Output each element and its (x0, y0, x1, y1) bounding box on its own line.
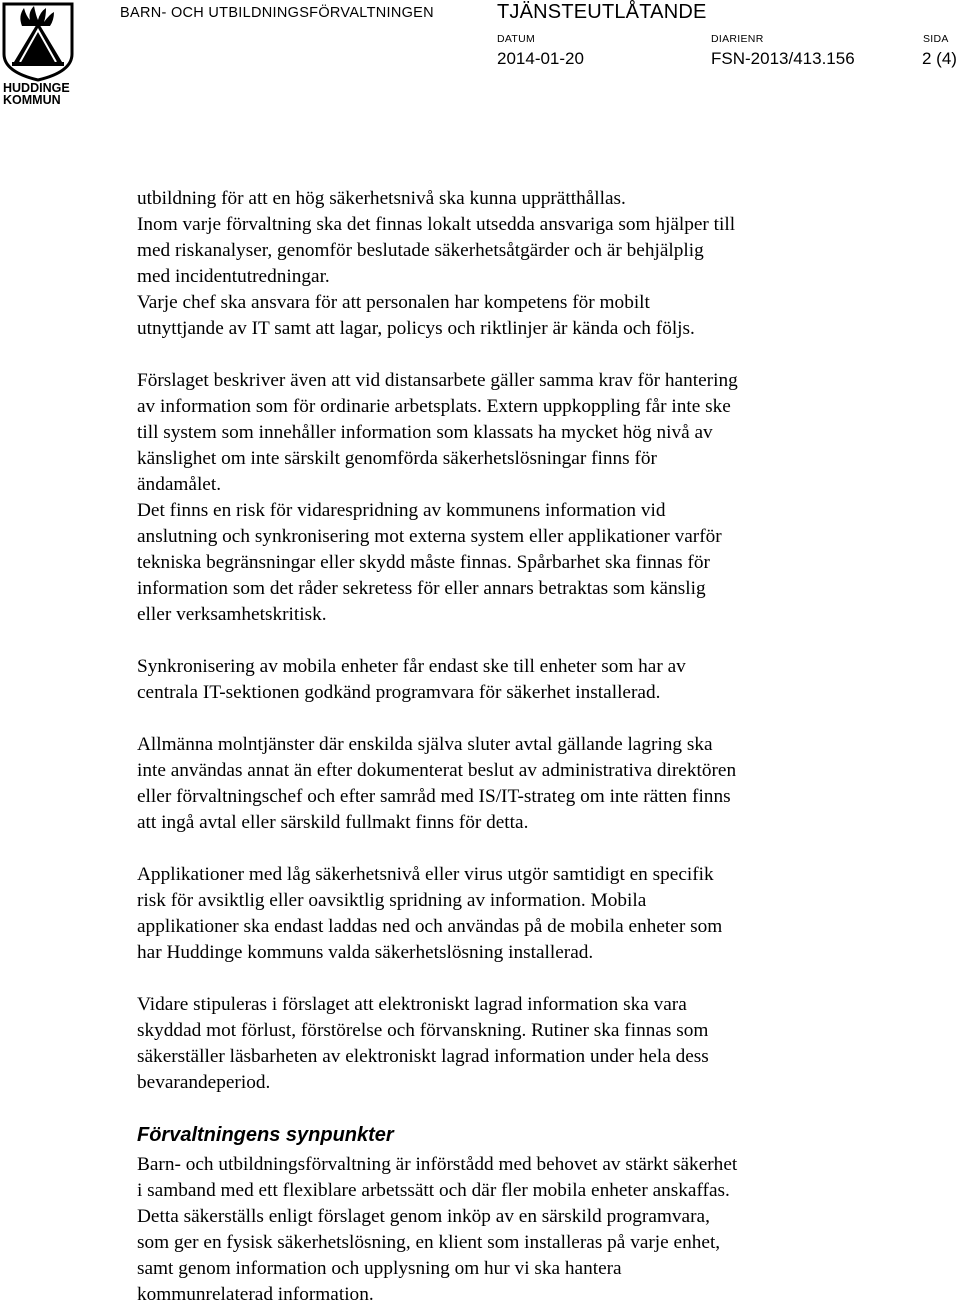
text-line: applikationer ska endast laddas ned och användas på de mobila enheter som (137, 916, 723, 937)
text-line: har Huddinge kommuns valda säkerhetslösning installerad. (137, 942, 594, 963)
text-line: som ger en fysisk säkerhetslösning, en klient som installeras på varje enhet, (137, 1232, 721, 1253)
datum-label: DATUM (497, 33, 536, 45)
logo-text-line: HUDDINGE (3, 81, 70, 95)
text-line: Allmänna molntjänster där enskilda själva sluter avtal gällande lagring ska (137, 734, 713, 755)
text-line: ändamålet. (137, 474, 222, 495)
text-line: utbildning för att en hög säkerhetsnivå ska kunna upprätthållas. (137, 188, 626, 209)
text-line: Det finns en risk för vidarespridning av kommunens information vid (137, 500, 666, 521)
text-line: Barn- och utbildningsförvaltning är införstådd med behovet av stärkt säkerhet (137, 1154, 738, 1175)
datum-value: 2014-01-20 (497, 49, 584, 68)
municipality-logo (0, 2, 76, 110)
section-heading: Förvaltningens synpunkter (137, 1124, 394, 1146)
paragraph (137, 732, 847, 836)
text-line: inte användas annat än efter dokumenterat beslut av administrativa direktören (137, 760, 737, 781)
coat-of-arms-icon (0, 2, 76, 82)
text-line: säkerställer läsbarheten av elektroniskt lagrad information under hela dess (137, 1046, 709, 1067)
text-line: med incidentutredningar. (137, 266, 330, 287)
paragraph (137, 654, 847, 706)
text-line: Förslaget beskriver även att vid distansarbete gäller samma krav för hantering (137, 370, 738, 391)
paragraph (137, 862, 847, 966)
text-line: tekniska begränsningar eller skydd måste finnas. Spårbarhet ska finnas för (137, 552, 710, 573)
text-line: anslutning och synkronisering mot externa system eller applikationer varför (137, 526, 722, 547)
text-line: med riskanalyser, genomför beslutade säkerhetsåtgärder och är behjälplig (137, 240, 704, 261)
text-line: Varje chef ska ansvara för att personalen har kompetens för mobilt (137, 292, 650, 313)
text-line: kommunrelaterad information. (137, 1284, 374, 1305)
text-line: eller verksamhetskritisk. (137, 604, 327, 625)
text-line: samt genom information och upplysning om hur vi ska hantera (137, 1258, 622, 1279)
diarienr-value: FSN-2013/413.156 (711, 49, 855, 68)
text-line: risk för avsiktlig eller oavsiktlig spridning av information. Mobila (137, 890, 647, 911)
text-line: bevarandeperiod. (137, 1072, 271, 1093)
document-body (137, 186, 847, 1308)
text-line: Synkronisering av mobila enheter får endast ske till enheter som har av (137, 656, 686, 677)
document-type: TJÄNSTEUTLÅTANDE (497, 1, 707, 23)
text-line: Applikationer med låg säkerhetsnivå eller virus utgör samtidigt en specifik (137, 864, 714, 885)
text-line: av information som för ordinarie arbetsplats. Extern uppkoppling får inte ske (137, 396, 731, 417)
paragraph (137, 992, 847, 1096)
text-line: Inom varje förvaltning ska det finnas lokalt utsedda ansvariga som hjälper till (137, 214, 736, 235)
sida-value: 2 (4) (922, 49, 957, 68)
department-name: BARN- OCH UTBILDNINGSFÖRVALTNINGEN (120, 5, 434, 21)
text-line: Vidare stipuleras i förslaget att elektroniskt lagrad information ska vara (137, 994, 687, 1015)
sida-label: SIDA (923, 33, 949, 45)
paragraph (137, 186, 847, 342)
logo-text (3, 82, 77, 106)
text-line: skyddad mot förlust, förstörelse och förvanskning. Rutiner ska finnas som (137, 1020, 709, 1041)
diarienr-label: DIARIENR (711, 33, 764, 45)
text-line: till system som innehåller information som klassats ha mycket hög nivå av (137, 422, 713, 443)
paragraph (137, 368, 847, 628)
text-line: utnyttjande av IT samt att lagar, policys och riktlinjer är kända och följs. (137, 318, 695, 339)
text-line: Detta säkerställs enligt förslaget genom inköp av en särskild programvara, (137, 1206, 710, 1227)
text-line: eller förvaltningschef och efter samråd med IS/IT-strateg om inte rätten finns (137, 786, 731, 807)
logo-text-line: KOMMUN (3, 93, 61, 107)
text-line: att ingå avtal eller särskild fullmakt finns för detta. (137, 812, 529, 833)
text-line: information som det råder sekretess för eller annars betraktas som känslig (137, 578, 706, 599)
text-line: känslighet om inte särskilt genomförda säkerhetslösningar finns för (137, 448, 657, 469)
text-line: i samband med ett flexiblare arbetssätt och där fler mobila enheter anskaffas. (137, 1180, 730, 1201)
text-line: centrala IT-sektionen godkänd programvara för säkerhet installerad. (137, 682, 661, 703)
